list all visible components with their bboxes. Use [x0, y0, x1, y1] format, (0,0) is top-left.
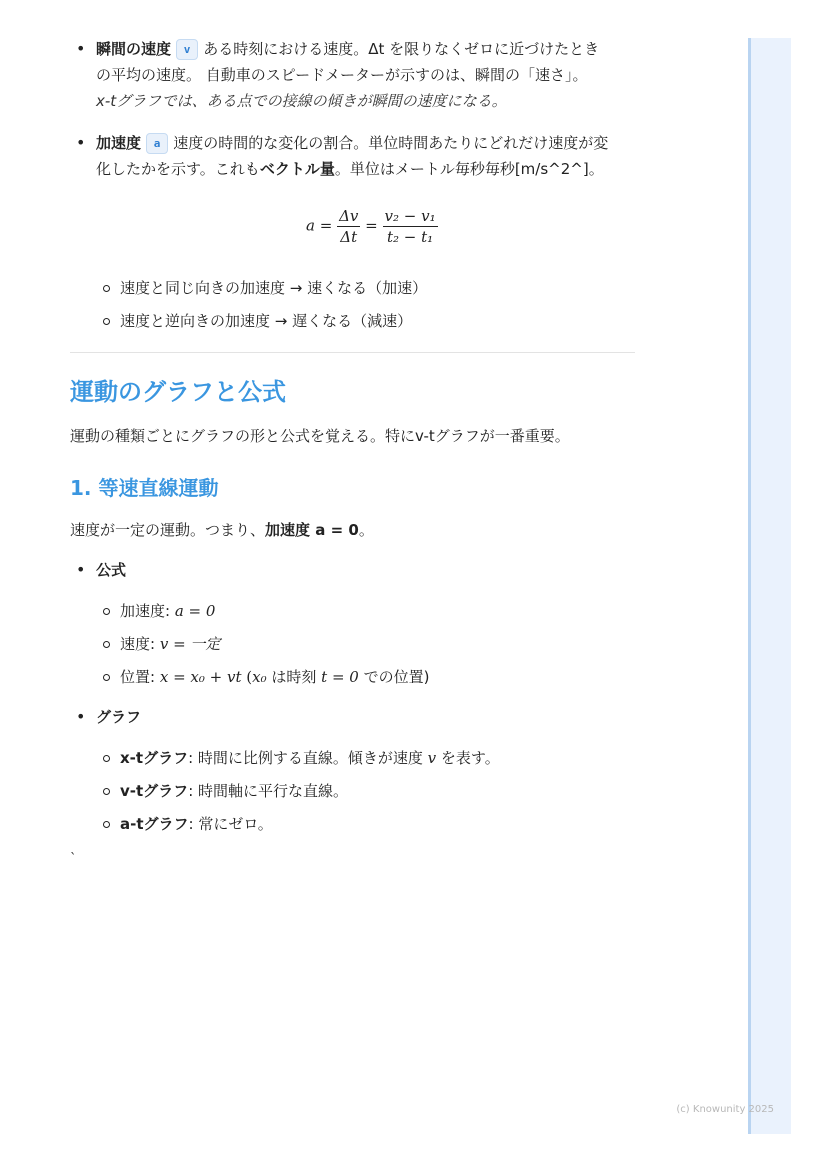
formula-num-1: Δv: [339, 207, 359, 225]
graph-vt: [96, 775, 635, 808]
formula-lhs: a =: [306, 216, 333, 235]
accel-text-1: 速度の時間的な変化の割合。単位時間あたりにどれだけ速度が変: [173, 134, 609, 152]
formula-position: [96, 661, 635, 694]
subsection-desc-post: 。: [358, 521, 374, 539]
formula-velocity-label: 速度:: [120, 635, 156, 653]
acceleration-sublist: [70, 272, 635, 338]
list-item-formulas: [70, 557, 635, 694]
formula-position-note-end: での位置): [358, 668, 430, 686]
section-title: 運動のグラフと公式: [70, 378, 286, 406]
graph-vt-text: : 時間軸に平行な直線。: [188, 782, 349, 800]
graph-at: [96, 808, 635, 841]
formula-den-2: t₂ − t₁: [386, 228, 434, 246]
graph-at-label: a-tグラフ: [120, 815, 189, 833]
graph-xt: [96, 742, 635, 775]
term-acceleration: 加速度: [96, 134, 142, 152]
formula-position-paren: (: [246, 668, 253, 686]
formula-position-label: 位置:: [120, 668, 156, 686]
formula-position-math: x = x₀ + vt: [159, 668, 242, 686]
document-body: [70, 36, 635, 873]
section-divider: [70, 352, 635, 353]
formula-num-2: v₂ − v₁: [384, 207, 436, 225]
accel-subitem-2: 速度と逆向きの加速度 → 遅くなる（減速）: [96, 305, 635, 338]
formula-eq: =: [365, 216, 378, 235]
uniform-motion-list: [70, 557, 635, 841]
code-badge-a: a: [146, 133, 169, 154]
velocity-text-3: x-tグラフでは、ある点での接線の傾きが瞬間の速度になる。: [96, 92, 507, 110]
graphs-heading: グラフ: [96, 708, 142, 726]
formula-position-var: x₀: [252, 668, 267, 686]
graph-vt-label: v-tグラフ: [120, 782, 189, 800]
formulas-sublist: [70, 595, 635, 694]
right-sidebar-panel: [748, 38, 791, 1134]
term-instant-velocity: 瞬間の速度: [96, 40, 172, 58]
graph-at-text: : 常にゼロ。: [188, 815, 273, 833]
formula-position-note-math: t = 0: [321, 668, 359, 686]
graph-xt-math: v: [427, 749, 437, 767]
subsection-desc-pre: 速度が一定の運動。つまり、: [70, 521, 266, 539]
formula-velocity: [96, 628, 635, 661]
subsection-desc-bold: 加速度 a = 0: [265, 521, 359, 539]
accel-subitem-1: 速度と同じ向きの加速度 → 速くなる（加速）: [96, 272, 635, 305]
list-item-acceleration: [70, 130, 635, 338]
graph-xt-text-post: を表す。: [436, 749, 500, 767]
graph-xt-text: : 時間に比例する直線。傾きが速度: [188, 749, 428, 767]
definition-list: [70, 36, 635, 338]
accel-text-2c: 。単位はメートル毎秒毎秒[m/s^2^]。: [334, 160, 604, 178]
graph-xt-label: x-tグラフ: [120, 749, 189, 767]
list-item-instant-velocity: [70, 36, 635, 114]
formulas-heading: 公式: [96, 561, 127, 579]
velocity-text-1: ある時刻における速度。Δt を限りなくゼロに近づけたとき: [203, 40, 600, 58]
subsection-title: 1. 等速直線運動: [70, 476, 219, 500]
formula-velocity-math: v = 一定: [159, 635, 221, 653]
acceleration-formula: [96, 182, 635, 272]
section-intro: 運動の種類ごとにグラフの形と公式を覚える。特にv-tグラフが一番重要。: [70, 427, 570, 445]
formula-position-note-mid: は時刻: [266, 668, 322, 686]
formula-frac-1: [337, 206, 360, 247]
formula-accel: [96, 595, 635, 628]
formula-accel-label: 加速度:: [120, 602, 171, 620]
list-item-graphs: [70, 704, 635, 841]
accel-text-2a: 化したかを示す。これも: [96, 160, 260, 178]
stray-mark: `: [70, 852, 77, 867]
accel-text-2b: ベクトル量: [259, 160, 335, 178]
formula-accel-math: a = 0: [174, 602, 216, 620]
formula-den-1: Δt: [340, 228, 358, 246]
graphs-sublist: [70, 742, 635, 841]
velocity-text-2: の平均の速度。 自動車のスピードメーターが示すのは、瞬間の「速さ」。: [96, 66, 588, 84]
formula-frac-2: [383, 206, 438, 247]
subsection-desc: [70, 517, 635, 543]
code-badge-v: v: [176, 39, 199, 60]
copyright-footer: (c) Knowunity 2025: [676, 1104, 774, 1115]
